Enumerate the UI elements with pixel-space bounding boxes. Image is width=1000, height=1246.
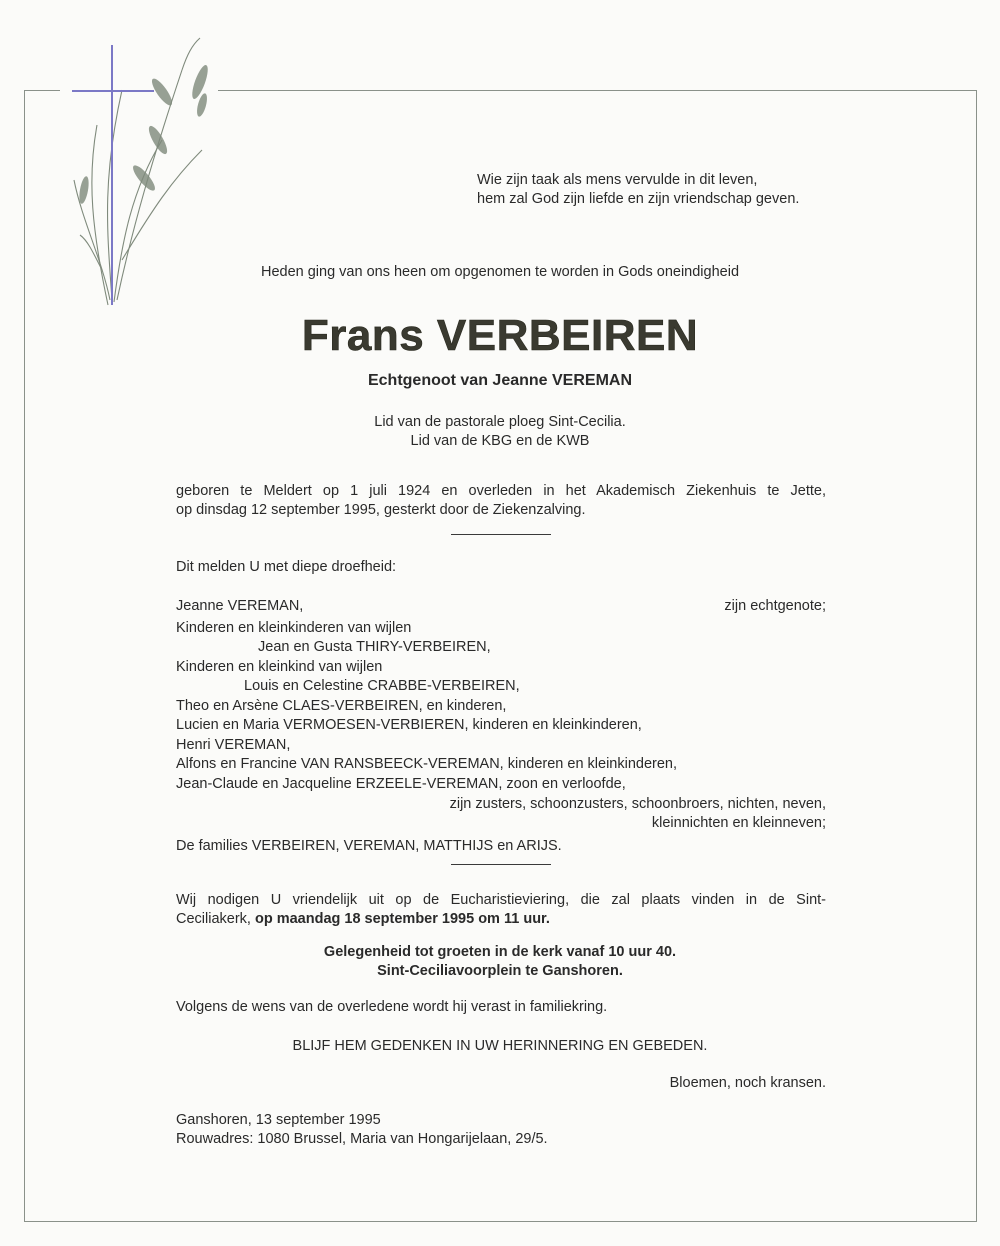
family-line-4: Louis en Celestine CRABBE-VERBEIREN, [244, 678, 520, 694]
greeting-line-1: Gelegenheid tot groeten in de kerk vanaf 10 uur 40. [323, 944, 677, 960]
separator-2 [451, 864, 551, 865]
family-spouse-relation: zijn echtgenote; [724, 598, 826, 614]
spouse-line: Echtgenoot van Jeanne VEREMAN [367, 372, 633, 389]
ceremony-line-2 [176, 910, 550, 930]
announce-text: Dit melden U met diepe droefheid: [176, 559, 397, 575]
flowers-text: Bloemen, noch kransen. [669, 1075, 826, 1091]
motto-line-1: Wie zijn taak als mens vervulde in dit leven, [477, 172, 758, 188]
deceased-name: Frans VERBEIREN [301, 311, 699, 360]
family-line-1: Kinderen en kleinkinderen van wijlen [176, 620, 412, 636]
footer-address: Rouwadres: 1080 Brussel, Maria van Hongarijelaan, 29/5. [176, 1131, 548, 1147]
ceremony-line-1: Wij nodigen U vriendelijk uit op de Eucharistieviering, die zal plaats vinden in de Sint- [176, 892, 826, 908]
remember-text: BLIJF HEM GEDENKEN IN UW HERINNERING EN GEBEDEN. [292, 1038, 708, 1054]
family-line-6: Lucien en Maria VERMOESEN-VERBIEREN, kinderen en kleinkinderen, [176, 717, 642, 733]
family-spouse-name: Jeanne VEREMAN, [176, 598, 304, 614]
family-line-9: Jean-Claude en Jacqueline ERZEELE-VEREMAN, zoon en verloofde, [176, 776, 626, 792]
greeting-line-2: Sint-Ceciliavoorplein te Ganshoren. [377, 963, 623, 979]
membership-2: Lid van de KBG en de KWB [410, 433, 590, 449]
family-line-2: Jean en Gusta THIRY-VERBEIREN, [258, 639, 491, 655]
family-line-5: Theo en Arsène CLAES-VERBEIREN, en kinderen, [176, 698, 507, 714]
family-line-12: De families VERBEIREN, VEREMAN, MATTHIJS en ARIJS. [176, 838, 562, 854]
family-line-7: Henri VEREMAN, [176, 737, 291, 753]
ceremony-church: Ceciliakerk, [176, 911, 255, 927]
birth-line-2: op dinsdag 12 september 1995, gesterkt door de Ziekenzalving. [176, 502, 586, 518]
family-line-11: kleinnichten en kleinneven; [651, 815, 826, 831]
family-line-8: Alfons en Francine VAN RANSBEECK-VEREMAN, kinderen en kleinkinderen, [176, 756, 678, 772]
birth-line-1: geboren te Meldert op 1 juli 1924 en overleden in het Akademisch Ziekenhuis te Jette, [176, 483, 826, 499]
motto-line-2: hem zal God zijn liefde en zijn vriendschap geven. [477, 191, 800, 207]
ceremony-date: op maandag 18 september 1995 om 11 uur. [254, 911, 550, 927]
family-line-3: Kinderen en kleinkind van wijlen [176, 659, 383, 675]
membership-1: Lid van de pastorale ploeg Sint-Cecilia. [374, 414, 626, 430]
footer-place-date: Ganshoren, 13 september 1995 [176, 1112, 381, 1128]
separator-1 [451, 534, 551, 535]
family-line-10: zijn zusters, schoonzusters, schoonbroers, nichten, neven, [449, 796, 826, 812]
intro-text: Heden ging van ons heen om opgenomen te worden in Gods oneindigheid [260, 264, 740, 280]
wish-text: Volgens de wens van de overledene wordt hij verast in familiekring. [176, 999, 608, 1015]
